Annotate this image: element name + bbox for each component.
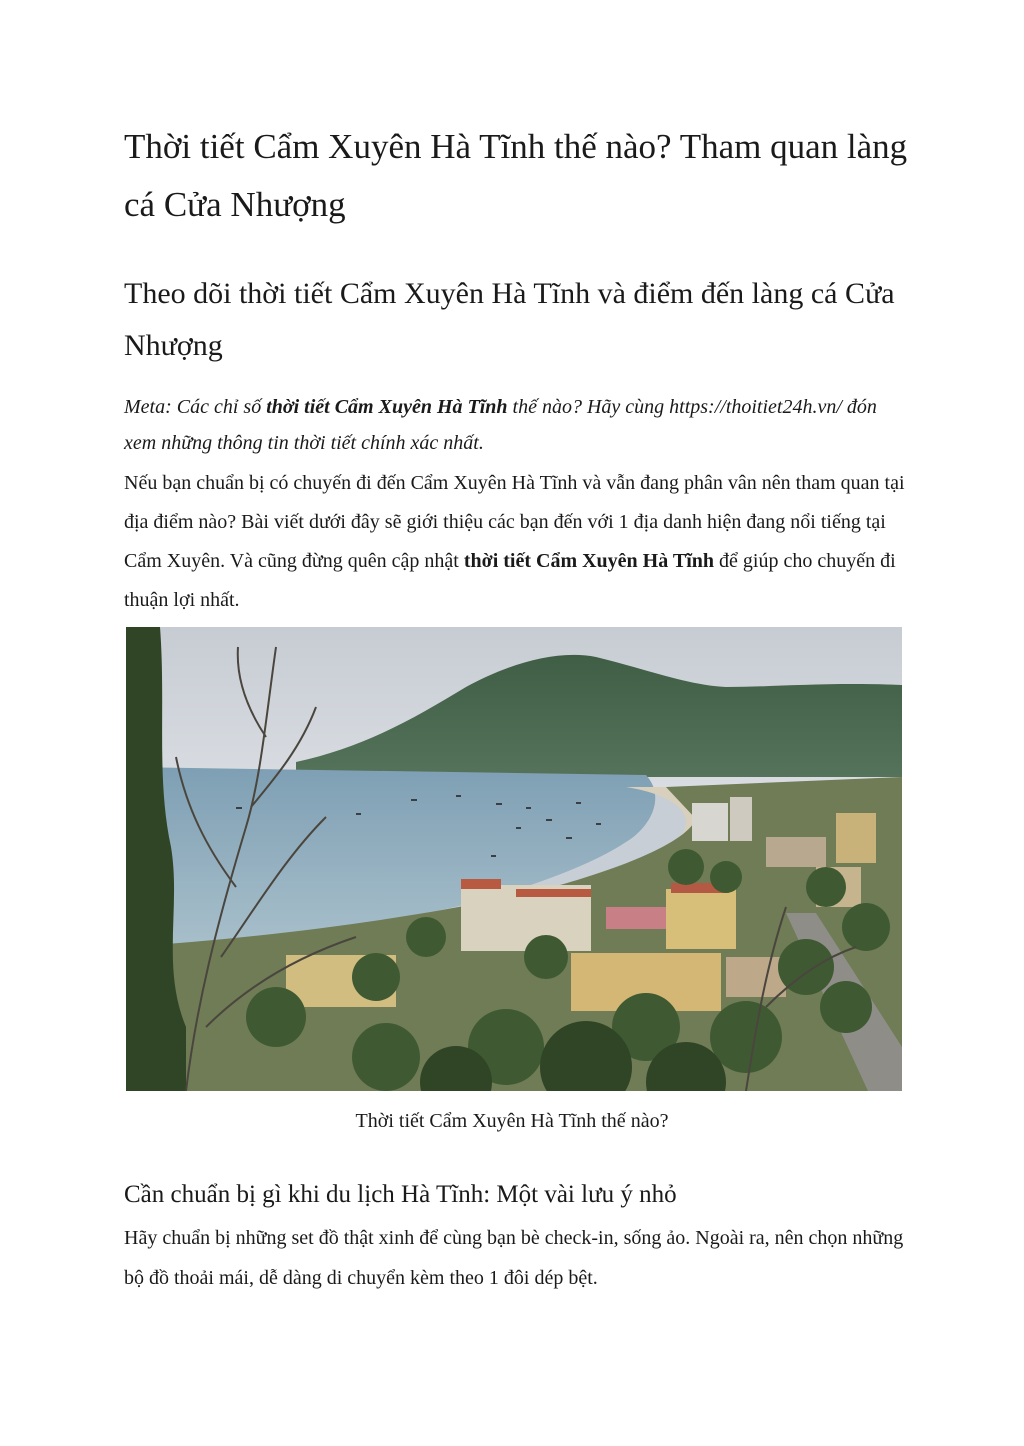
meta-keyword: thời tiết Cẩm Xuyên Hà Tĩnh: [266, 396, 508, 418]
meta-suffix: thế nào? Hãy cùng https://thoitiet24h.vn/ đón xem những thông tin thời tiết chính xác nhất.: [124, 396, 877, 454]
intro-keyword: thời tiết Cẩm Xuyên Hà Tĩnh: [463, 550, 715, 572]
image-caption: Thời tiết Cẩm Xuyên Hà Tĩnh thế nào?: [355, 1110, 669, 1132]
article-title: Thời tiết Cẩm Xuyên Hà Tĩnh thế nào? Tham quan làng cá Cửa Nhượng: [124, 127, 908, 224]
meta-description: [124, 389, 914, 461]
intro-part2: để giúp cho chuyến đi thuận lợi nhất.: [124, 550, 896, 611]
section-paragraph: Hãy chuẩn bị những set đồ thật xinh để cùng bạn bè check-in, sống ảo. Ngoài ra, nên chọn những bộ đồ thoải mái, dễ dàng di chuyển kèm theo 1 đôi dép bệt.: [124, 1227, 904, 1289]
meta-prefix: Meta: Các chỉ số: [124, 396, 267, 418]
section-heading: Cần chuẩn bị gì khi du lịch Hà Tĩnh: Một vài lưu ý nhỏ: [124, 1181, 677, 1208]
coastal-town-photo: [126, 627, 902, 1091]
intro-part1: Nếu bạn chuẩn bị có chuyến đi đến Cẩm Xuyên Hà Tĩnh và vẫn đang phân vân nên tham quan tại địa điểm nào? Bài viết dưới đây sẽ giới thiệu các bạn đến với 1 địa danh hiện đang nổi tiếng tại Cẩm Xuyên. Và cũng đừng quên cập nhật: [124, 472, 905, 572]
article-subtitle: Theo dõi thời tiết Cẩm Xuyên Hà Tĩnh và điểm đến làng cá Cửa Nhượng: [124, 277, 895, 362]
intro-paragraph: [124, 464, 914, 620]
